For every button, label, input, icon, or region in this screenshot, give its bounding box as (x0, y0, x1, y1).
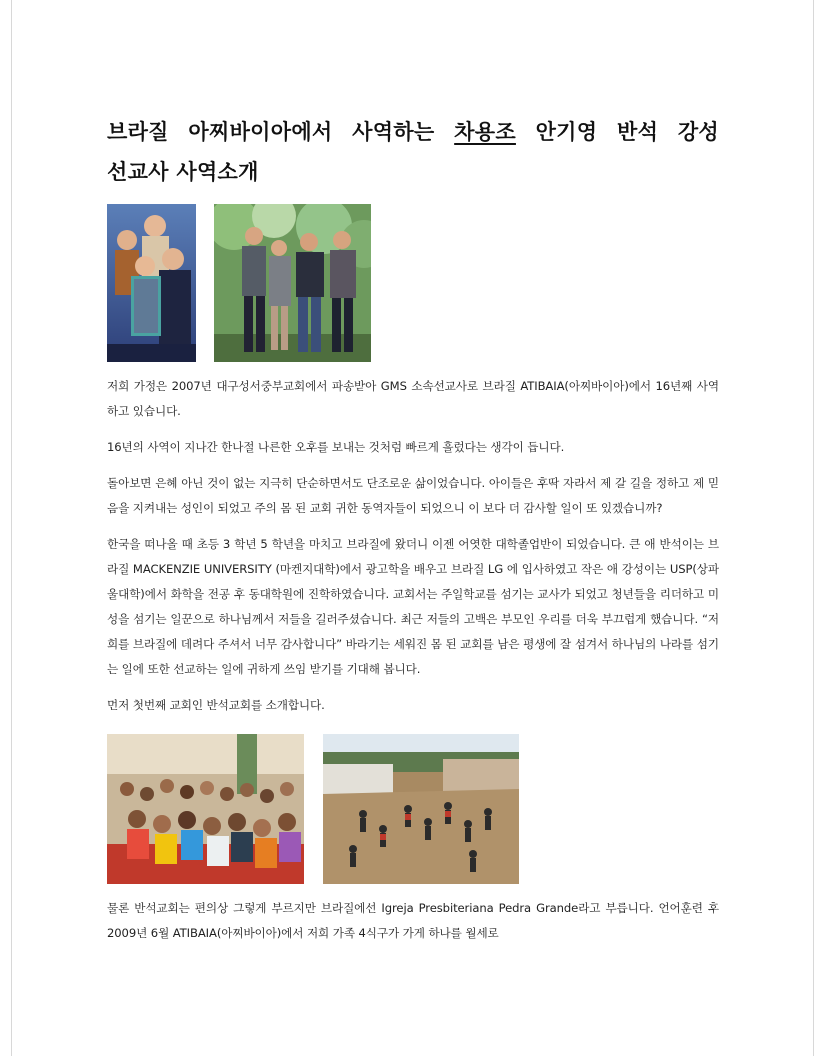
paragraph-1: 저희 가정은 2007년 대구성서중부교회에서 파송받아 GMS 소속선교사로 브라질 ATIBAIA(아찌바이아)에서 16년째 사역하고 있습니다. (107, 379, 719, 418)
photo-row-family (107, 204, 719, 362)
page-edge-left (11, 0, 12, 1056)
family-portrait-photo (107, 204, 196, 362)
paragraph-5: 먼저 첫번째 교회인 반석교회를 소개합니다. (107, 698, 325, 712)
photo-row-church (107, 734, 719, 884)
kids-playing-photo (323, 734, 519, 884)
document-title-line2: 선교사 사역소개 (107, 160, 259, 184)
paragraph-4: 한국을 떠나올 때 초등 3 학년 5 학년을 마치고 브라질에 왔더니 이젠 어엿한 대학졸업반이 되었습니다. 큰 애 반석이는 브라질 MACKENZIE UNIVERSITY (마켄지대학)에서 광고학을 배우고 브라질 LG 에 입사하였고 작은 애 강성이는 USP(상파울대학)에서 화학을 전공 후 동대학원에 진학하였습니다. 교회서는 주일학교를 섬기는 교사가 되었고 청년들을 리더하고 미성을 섬기는 일꾼으로 하나님께서 저들을 길러주셨습니다. 최근 저들의 고백은 부모인 우리를 더욱 부끄럽게 했습니다. “저희를 브라질에 데려다 주셔서 너무 감사합니다” 바라기는 세워진 몸 된 교회를 남은 평생에 잘 섬겨서 하나님의 나라를 섬기는 일에 또한 선교하는 일에 귀하게 쓰임 받기를 기대해 봅니다. (107, 537, 719, 676)
church-children-photo (107, 734, 304, 884)
title-name-underlined: 차용조 (454, 120, 516, 144)
title-part-1: 브라질 아찌바이아에서 사역하는 (107, 120, 455, 144)
family-outdoor-photo (214, 204, 371, 362)
page-edge-right (813, 0, 814, 1056)
paragraph-2: 16년의 사역이 지나간 한나절 나른한 오후를 보내는 것처럼 빠르게 흘렀다는 생각이 듭니다. (107, 440, 565, 454)
title-part-2: 안기영 반석 강성 (515, 120, 719, 144)
paragraph-3: 돌아보면 은혜 아닌 것이 없는 지극히 단순하면서도 단조로운 삶이었습니다. 아이들은 후딱 자라서 제 갈 길을 정하고 제 믿음을 지켜내는 성인이 되었고 주의 몸 된 교회 귀한 동역자들이 되었으니 이 보다 더 감사할 일이 또 있겠습니까? (107, 476, 719, 515)
document-title (107, 112, 719, 152)
document-page (107, 112, 719, 946)
paragraph-6: 물론 반석교회는 편의상 그렇게 부르지만 브라질에선 Igreja Presbiteriana Pedra Grande라고 부릅니다. 언어훈련 후 2009년 6월 ATIBAIA(아찌바이아)에서 저희 가족 4식구가 가게 하나를 월세로 (107, 901, 719, 940)
